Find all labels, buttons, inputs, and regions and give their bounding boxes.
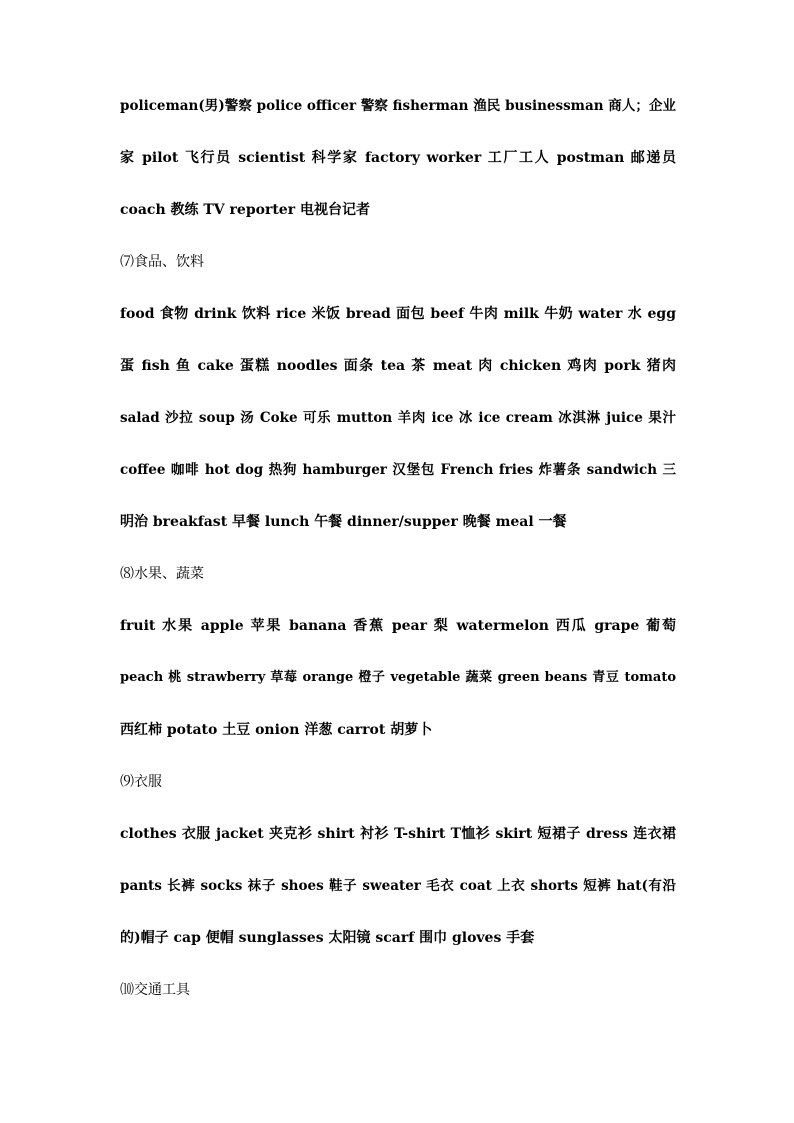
food-line-4: coffee 咖啡 hot dog 热狗 hamburger 汉堡包 French fries 炸薯条 sandwich 三 — [120, 462, 676, 478]
clothes-line-3: 的)帽子 cap 便帽 sunglasses 太阳镜 scarf 围巾 gloves 手套 — [120, 930, 535, 946]
food-line-2: 蛋 fish 鱼 cake 蛋糕 noodles 面条 tea 茶 meat 肉 chicken 鸡肉 pork 猪肉 — [120, 358, 676, 374]
clothes-line-1: clothes 衣服 jacket 夹克衫 shirt 衬衫 T-shirt T恤衫 skirt 短裙子 dress 连衣裙 — [120, 826, 676, 842]
food-line-1: food 食物 drink 饮料 rice 米饭 bread 面包 beef 牛肉 milk 牛奶 water 水 egg — [120, 306, 676, 322]
food-line-5: 明治 breakfast 早餐 lunch 午餐 dinner/supper 晚餐 meal 一餐 — [120, 514, 567, 530]
section-heading-clothes: ⑼衣服 — [120, 774, 162, 790]
food-line-3: salad 沙拉 soup 汤 Coke 可乐 mutton 羊肉 ice 冰 ice cream 冰淇淋 juice 果汁 — [120, 410, 676, 426]
clothes-line-2: pants 长裤 socks 袜子 shoes 鞋子 sweater 毛衣 coat 上衣 shorts 短裤 hat(有沿 — [120, 878, 676, 894]
occupation-line-1: policeman(男)警察 police officer 警察 fisherman 渔民 businessman 商人；企业 — [120, 98, 676, 114]
vocabulary-list — [120, 88, 676, 1024]
occupation-line-2: 家 pilot 飞行员 scientist 科学家 factory worker 工厂工人 postman 邮递员 — [120, 150, 676, 166]
fruit-line-1: fruit 水果 apple 苹果 banana 香蕉 pear 梨 watermelon 西瓜 grape 葡萄 — [120, 618, 676, 634]
fruit-line-2: peach 桃 strawberry 草莓 orange 橙子 vegetable 蔬菜 green beans 青豆 tomato — [120, 670, 676, 685]
section-heading-transport: ⑽交通工具 — [120, 982, 190, 998]
fruit-line-3: 西红柿 potato 土豆 onion 洋葱 carrot 胡萝卜 — [120, 722, 433, 738]
section-heading-food-drink: ⑺食品、饮料 — [120, 254, 204, 270]
occupation-line-3: coach 教练 TV reporter 电视台记者 — [120, 202, 370, 218]
section-heading-fruit-vegetables: ⑻水果、蔬菜 — [120, 566, 204, 582]
